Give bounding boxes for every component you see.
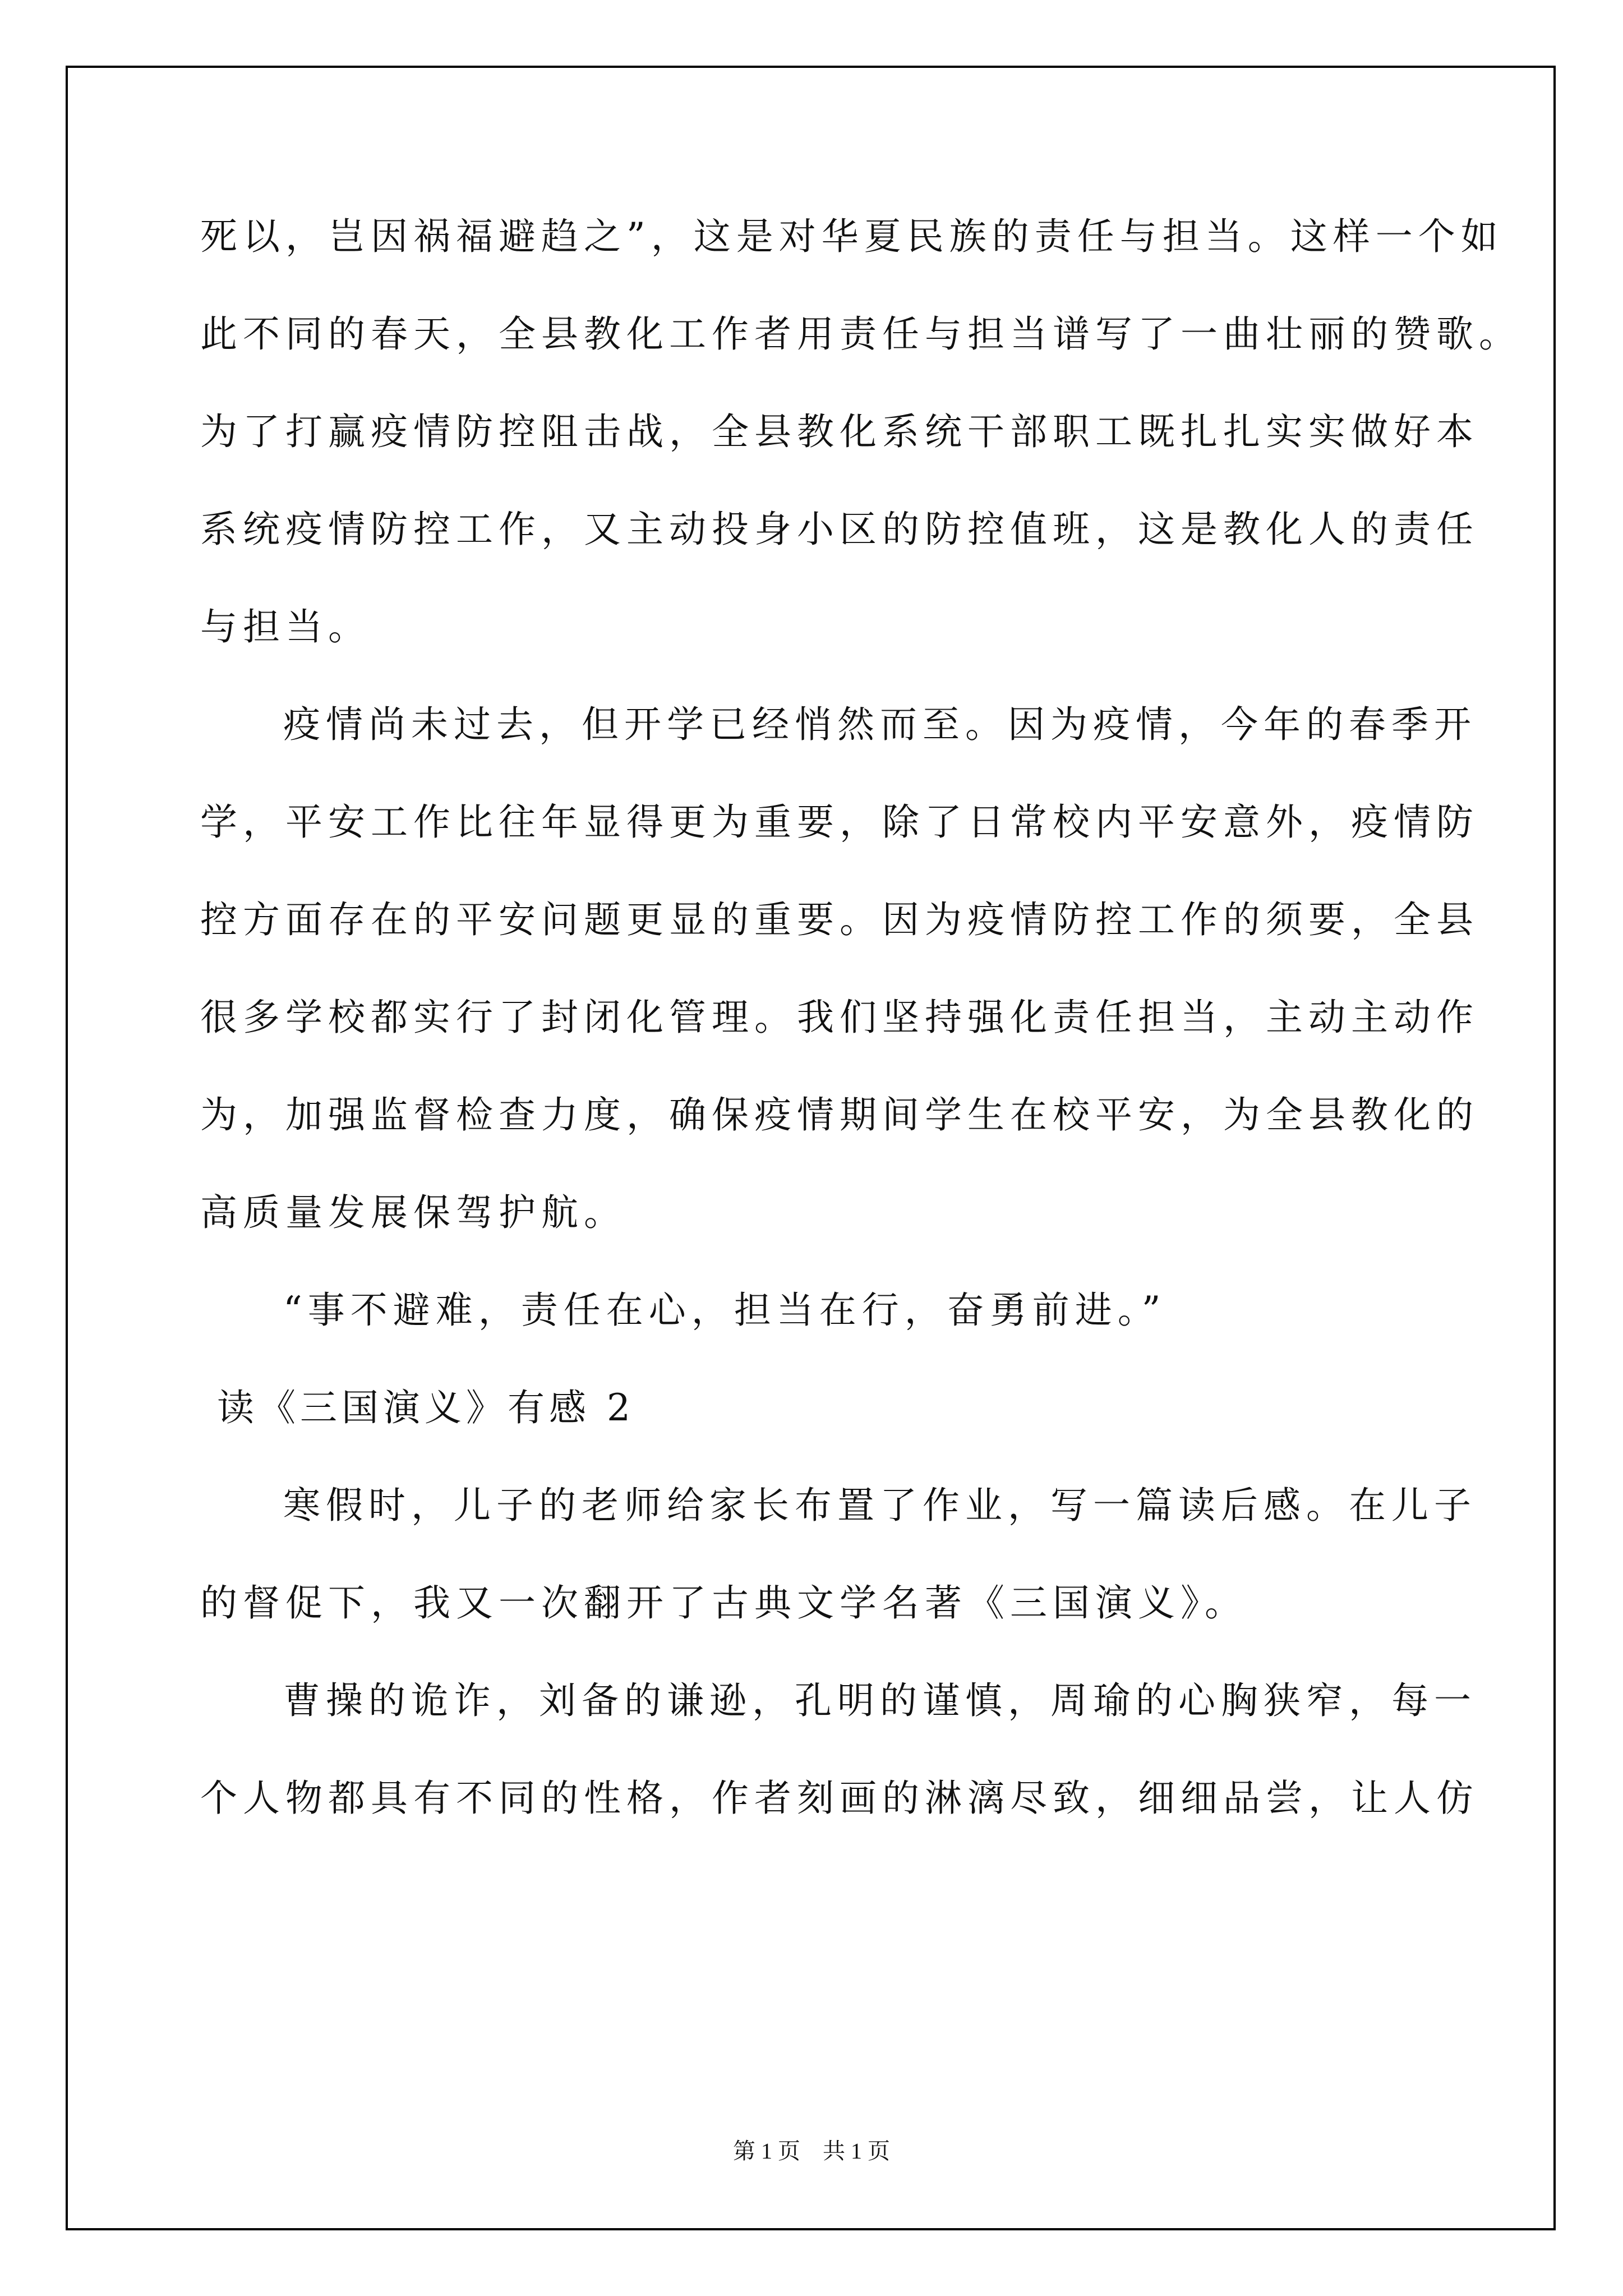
text-line: 死以，岂因祸福避趋之”，这是对华夏民族的责任与担当。这样一个如 [200,215,1504,258]
text-line: 高质量发展保驾护航。 [200,1191,626,1234]
text-line: 控方面存在的平安问题更显的重要。因为疫情防控工作的须要，全县 [200,898,1479,941]
paragraph-first-line: 曹操的诡诈，刘备的谦逊，孔明的谨慎，周瑜的心胸狭窄，每一 [283,1679,1477,1722]
text-line: 学，平安工作比往年显得更为重要，除了日常校内平安意外，疫情防 [200,800,1479,844]
page-footer: 第 1 页 共 1 页 [733,2138,890,2164]
text-line: 与担当。 [200,605,371,648]
text-line: 为了打赢疫情防控阻击战，全县教化系统干部职工既扎扎实实做好本 [200,410,1479,453]
section-heading: 读《三国演义》有感 2 [217,1386,635,1429]
text-line: 个人物都具有不同的性格，作者刻画的淋漓尽致，细细品尝，让人仿 [200,1777,1479,1820]
text-line: 此不同的春天，全县教化工作者用责任与担当谱写了一曲壮丽的赞歌。 [200,312,1521,356]
paragraph-first-line: 寒假时，儿子的老师给家长布置了作业，写一篇读后感。在儿子 [283,1484,1477,1527]
text-line: 为，加强监督检查力度，确保疫情期间学生在校平安，为全县教化的 [200,1093,1479,1137]
quote-line: “事不避难，责任在心，担当在行，奋勇前进。” [283,1289,1166,1332]
paragraph-first-line: 疫情尚未过去，但开学已经悄然而至。因为疫情，今年的春季开 [283,703,1477,746]
text-line: 的督促下，我又一次翻开了古典文学名著《三国演义》。 [200,1581,1247,1625]
document-body [200,199,1521,1836]
text-line: 系统疫情防控工作，又主动投身小区的防控值班，这是教化人的责任 [200,508,1479,551]
text-line: 很多学校都实行了封闭化管理。我们坚持强化责任担当，主动主动作 [200,996,1479,1039]
